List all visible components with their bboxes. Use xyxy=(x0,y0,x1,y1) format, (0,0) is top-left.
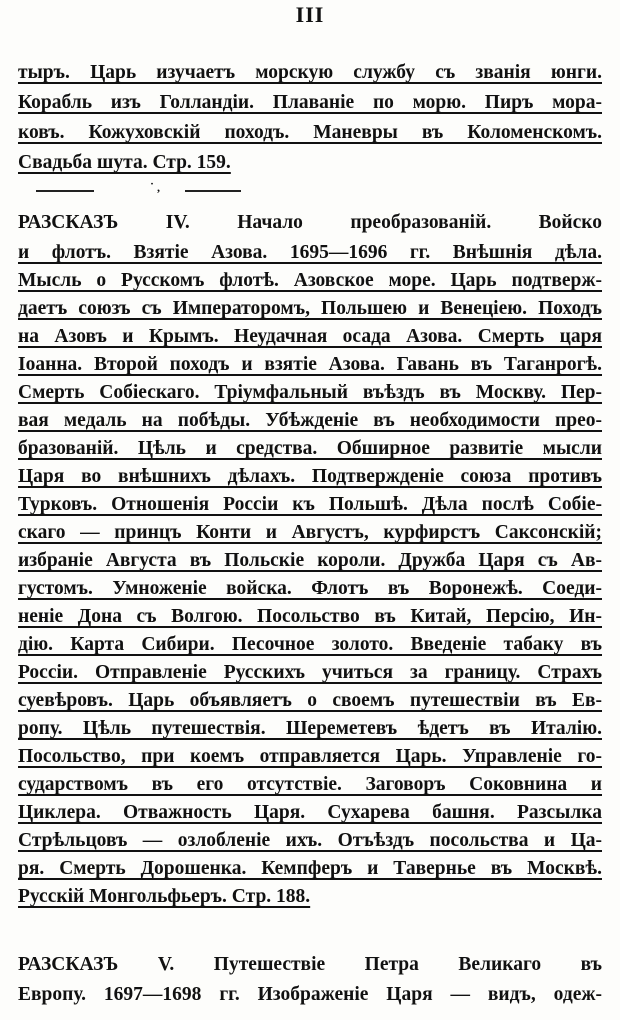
section-2-line-22: Циклера. Отважность Царя. Сухарева башня. Разсылка xyxy=(18,802,602,823)
section-2-line-15: неніе Дона съ Волгою. Посольство въ Китай, Персію, Ин- xyxy=(18,606,602,627)
section-2-line-13: избраніе Августа въ Польскіе короли. Дружба Царя съ Ав- xyxy=(18,550,602,571)
section-2-line-10: Царя во внѣшнихъ дѣлахъ. Подтвержденіе союза противъ xyxy=(18,466,602,487)
section-1-line-3: ковъ. Кожуховскій походъ. Маневры въ Коломенскомъ. xyxy=(18,122,602,143)
section-2-line-1: РАЗСКАЗЪ IV. Начало преобразованій. Войско xyxy=(18,212,602,233)
section-2-line-17: Россіи. Отправленіе Русскихъ учиться за границу. Страхъ xyxy=(18,662,602,683)
section-2-line-7: Смерть Собіескаго. Тріумфальный въѣздъ въ Москву. Пер- xyxy=(18,382,602,403)
page-number: III xyxy=(295,2,325,27)
section-2-line-5: на Азовъ и Крымъ. Неудачная осада Азова. Смерть царя xyxy=(18,326,602,347)
section-2-line-18: суевѣровъ. Царь объявляетъ о своемъ путешествіи въ Ев- xyxy=(18,690,602,711)
section-1-line-1: тыръ. Царь изучаетъ морскую службу съ званія юнги. xyxy=(18,62,602,83)
section-2-line-19: ропу. Цѣль путешествія. Шереметевъ ѣдетъ въ Италію. xyxy=(18,718,602,739)
section-3-line-2: Европу. 1697—1698 гг. Изображеніе Царя — видъ, одеж- xyxy=(18,984,602,1005)
section-2-line-11: Турковъ. Отношенія Россіи къ Польшѣ. Дѣла послѣ Собіе- xyxy=(18,494,602,515)
section-2-line-14: густомъ. Умноженіе войска. Флотъ въ Воронежѣ. Соеди- xyxy=(18,578,602,599)
section-2-line-25: Русскій Монгольфьеръ. Стр. 188. xyxy=(18,886,311,907)
section-2-line-4: даетъ союзъ съ Императоромъ, Польшею и Венеціею. Походъ xyxy=(18,298,602,319)
section-1-line-4: Свадьба шута. Стр. 159. xyxy=(18,152,231,173)
section-2-line-20: Посольство, при коемъ отправляется Царь. Управленіе го- xyxy=(18,746,602,767)
section-2-line-12: скаго — принцъ Конти и Августъ, курфирстъ Саксонскій; xyxy=(18,522,602,543)
section-2-line-8: вая медаль на побѣды. Убѣжденіе въ необходимости прео- xyxy=(18,410,602,431)
section-2-line-23: Стрѣльцовъ — озлобленіе ихъ. Отъѣздъ посольства и Ца- xyxy=(18,830,602,851)
section-2-line-9: бразованій. Цѣль и средства. Обширное развитіе мысли xyxy=(18,438,602,459)
separator-dots: ˙ , xyxy=(150,180,160,194)
section-2-line-21: сударствомъ въ его отсутствіе. Заговоръ Соковнина и xyxy=(18,774,602,795)
separator-rule-right xyxy=(185,190,241,192)
section-3-line-1: РАЗСКАЗЪ V. Путешествіе Петра Великаго въ xyxy=(18,954,602,975)
section-2-line-3: Мысль о Русскомъ флотѣ. Азовское море. Царь подтверж- xyxy=(18,270,602,291)
section-2-line-2: и флотъ. Взятіе Азова. 1695—1696 гг. Внѣшнія дѣла. xyxy=(18,242,602,263)
section-2-line-24: ря. Смерть Дорошенка. Кемпферъ и Тавернье въ Москвѣ. xyxy=(18,858,602,879)
section-2-line-16: дію. Карта Сибири. Песочное золото. Введеніе табаку въ xyxy=(18,634,602,655)
section-2-line-6: Іоанна. Второй походъ и взятіе Азова. Гавань въ Таганрогѣ. xyxy=(18,354,602,375)
section-1-line-2: Корабль изъ Голландіи. Плаваніе по морю. Пиръ морa- xyxy=(18,92,602,113)
separator-rule-left xyxy=(36,190,94,192)
